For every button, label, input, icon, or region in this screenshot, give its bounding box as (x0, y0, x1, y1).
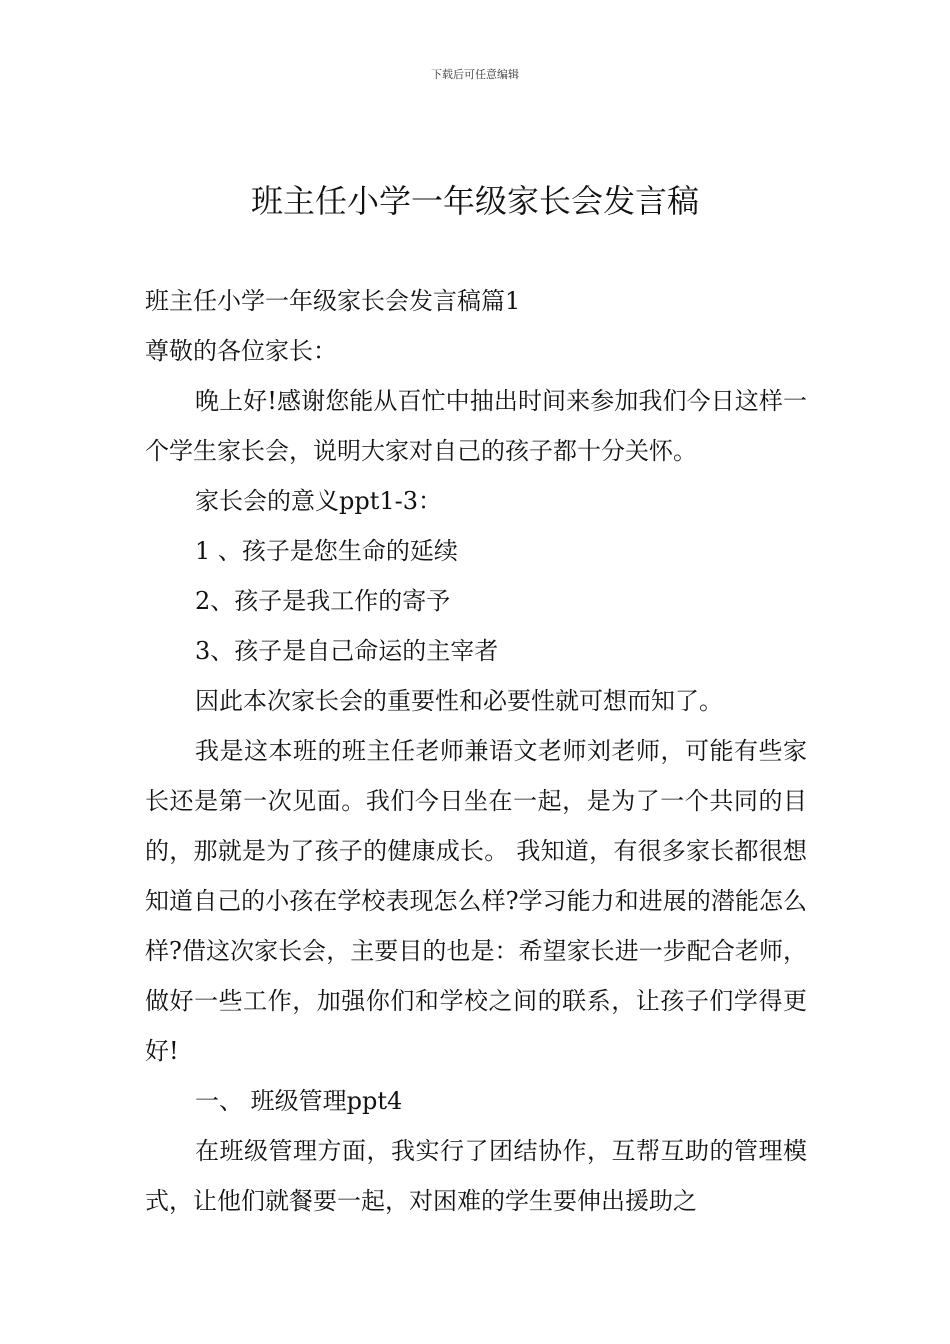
paragraph-importance: 因此本次家长会的重要性和必要性就可想而知了。 (195, 687, 723, 715)
salutation: 尊敬的各位家长： (145, 337, 337, 365)
list-item-3: 3、孩子是自己命运的主宰者 (195, 637, 499, 665)
list-item-2: 2、孩子是我工作的寄予 (195, 587, 451, 615)
paragraph-class-management: 在班级管理方面，我实行了团结协作，互帮互助的管理模式，让他们就餐要一起，对困难的学生要伸出援助之 (145, 1137, 807, 1215)
document-body (145, 276, 807, 1226)
header-note: 下载后可任意编辑 (431, 68, 519, 81)
section-heading: 班主任小学一年级家长会发言稿篇1 (145, 287, 521, 315)
list-item-1: 1 、孩子是您生命的延续 (195, 537, 458, 565)
paragraph-greeting: 晚上好!感谢您能从百忙中抽出时间来参加我们今日这样一个学生家长会，说明大家对自己的孩子都十分关怀。 (145, 387, 807, 465)
document-title: 班主任小学一年级家长会发言稿 (250, 182, 699, 220)
paragraph-meaning: 家长会的意义ppt1-3： (195, 487, 443, 515)
paragraph-introduction: 我是这本班的班主任老师兼语文老师刘老师，可能有些家长还是第一次见面。我们今日坐在一起，是为了一个共同的目的，那就是为了孩子的健康成长。 我知道，有很多家长都很想知道自己的小孩在学校表现怎么样?学习能力和进展的潜能怎么样?借这次家长会，主要目的也是：希望家长进一步配合老师，做好一些工作，加强你们和学校之间的联系，让孩子们学得更好! (145, 737, 807, 1065)
subheading-class-management: 一、 班级管理ppt4 (195, 1087, 403, 1115)
